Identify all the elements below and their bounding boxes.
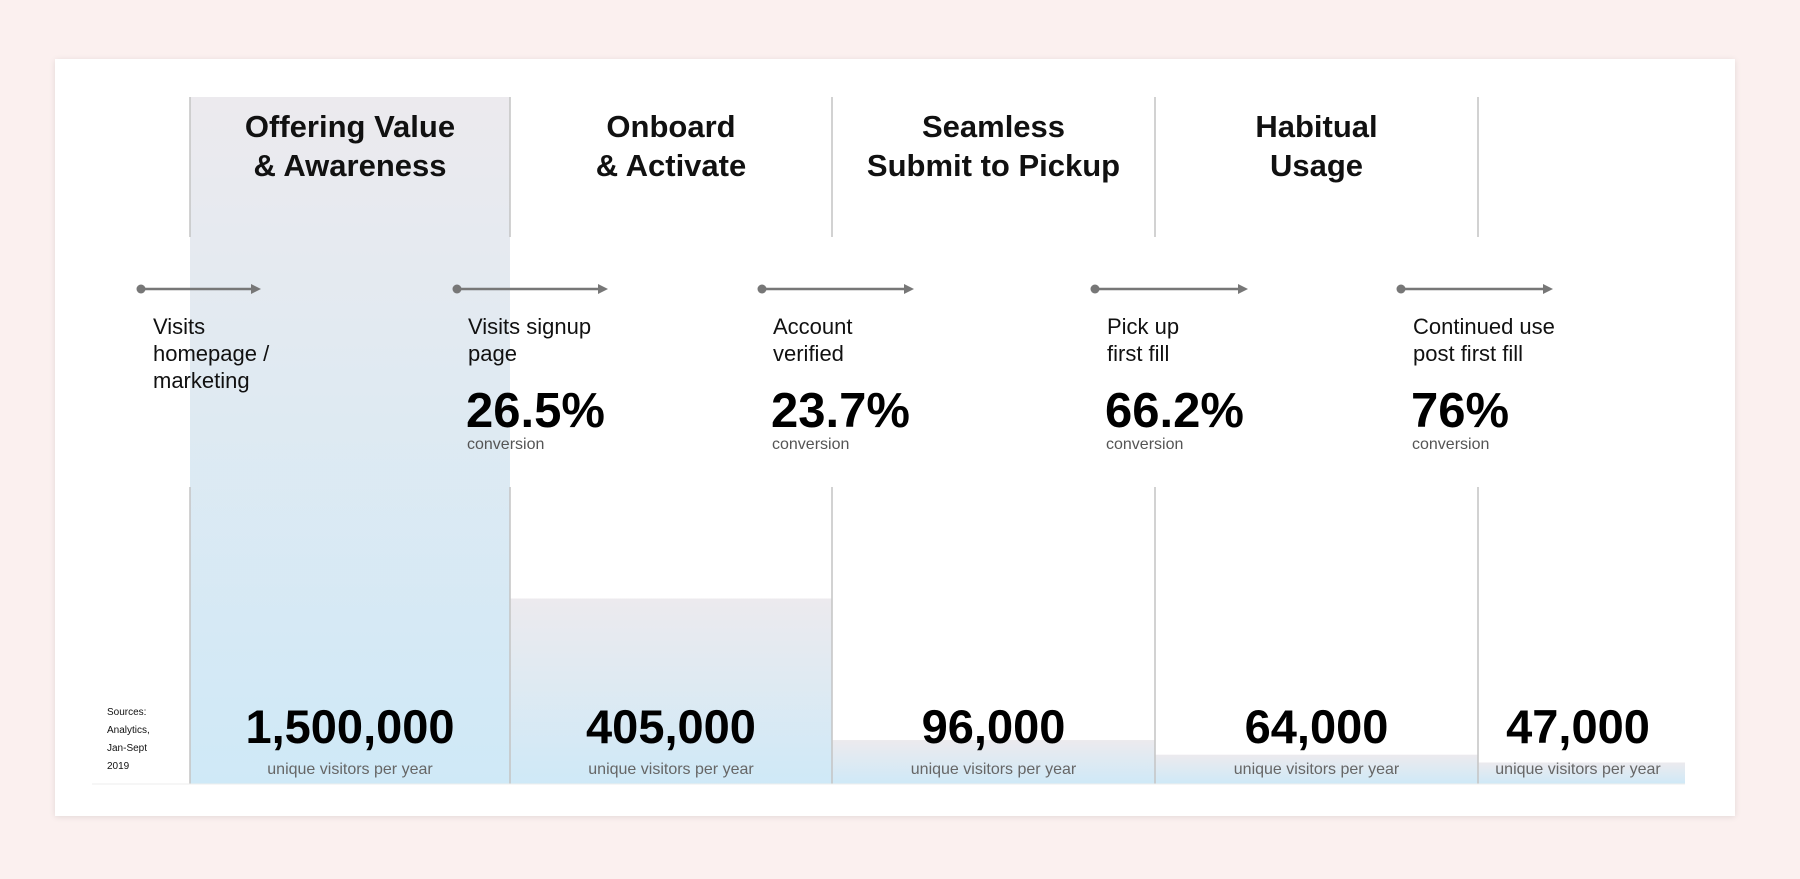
visitor-count-continued: 47,000 (1506, 700, 1650, 753)
visitor-unit-homepage: unique visitors per year (267, 761, 433, 778)
bar-homepage (190, 97, 510, 784)
conversion-note-first-fill: conversion (1106, 436, 1184, 453)
conversion-rate-first-fill: 66.2% (1105, 384, 1244, 438)
visitor-unit-signup: unique visitors per year (588, 761, 754, 778)
visitor-count-signup: 405,000 (586, 700, 756, 753)
conversion-note-verified: conversion (772, 436, 850, 453)
stage-title-onboard: Onboard & Activate (595, 109, 747, 183)
visitor-count-homepage: 1,500,000 (245, 700, 455, 753)
visitor-unit-continued: unique visitors per year (1495, 761, 1661, 778)
stage-title-habitual: Habitual Usage (1255, 109, 1378, 183)
stage-title-awareness: Offering Value & Awareness (244, 109, 456, 183)
step-label-continued: Continued use post first fill (1413, 314, 1555, 366)
visitor-count-first-fill: 64,000 (1244, 700, 1389, 753)
funnel-card (55, 59, 1735, 816)
step-label-verified: Account verified (773, 314, 853, 366)
conversion-note-signup: conversion (467, 436, 545, 453)
conversion-rate-verified: 23.7% (771, 384, 910, 438)
step-label-homepage: Visits homepage / marketing (153, 314, 270, 393)
sources-note: Sources: Analytics, Jan-Sept 2019 (107, 707, 150, 772)
bar-signup (510, 599, 832, 784)
step-label-signup: Visits signup page (468, 314, 592, 366)
conversion-rate-continued: 76% (1411, 384, 1510, 438)
step-arrow-icon (1091, 284, 1249, 294)
visitor-count-verified: 96,000 (921, 700, 1066, 753)
step-label-first-fill: Pick up first fill (1107, 314, 1180, 366)
visitor-unit-verified: unique visitors per year (910, 761, 1077, 778)
stage-title-pickup: Seamless Submit to Pickup (866, 109, 1121, 183)
step-arrow-icon (758, 284, 915, 294)
conversion-note-continued: conversion (1412, 436, 1490, 453)
conversion-rate-signup: 26.5% (466, 384, 605, 438)
visitor-unit-first-fill: unique visitors per year (1233, 761, 1400, 778)
step-arrow-icon (1397, 284, 1554, 294)
